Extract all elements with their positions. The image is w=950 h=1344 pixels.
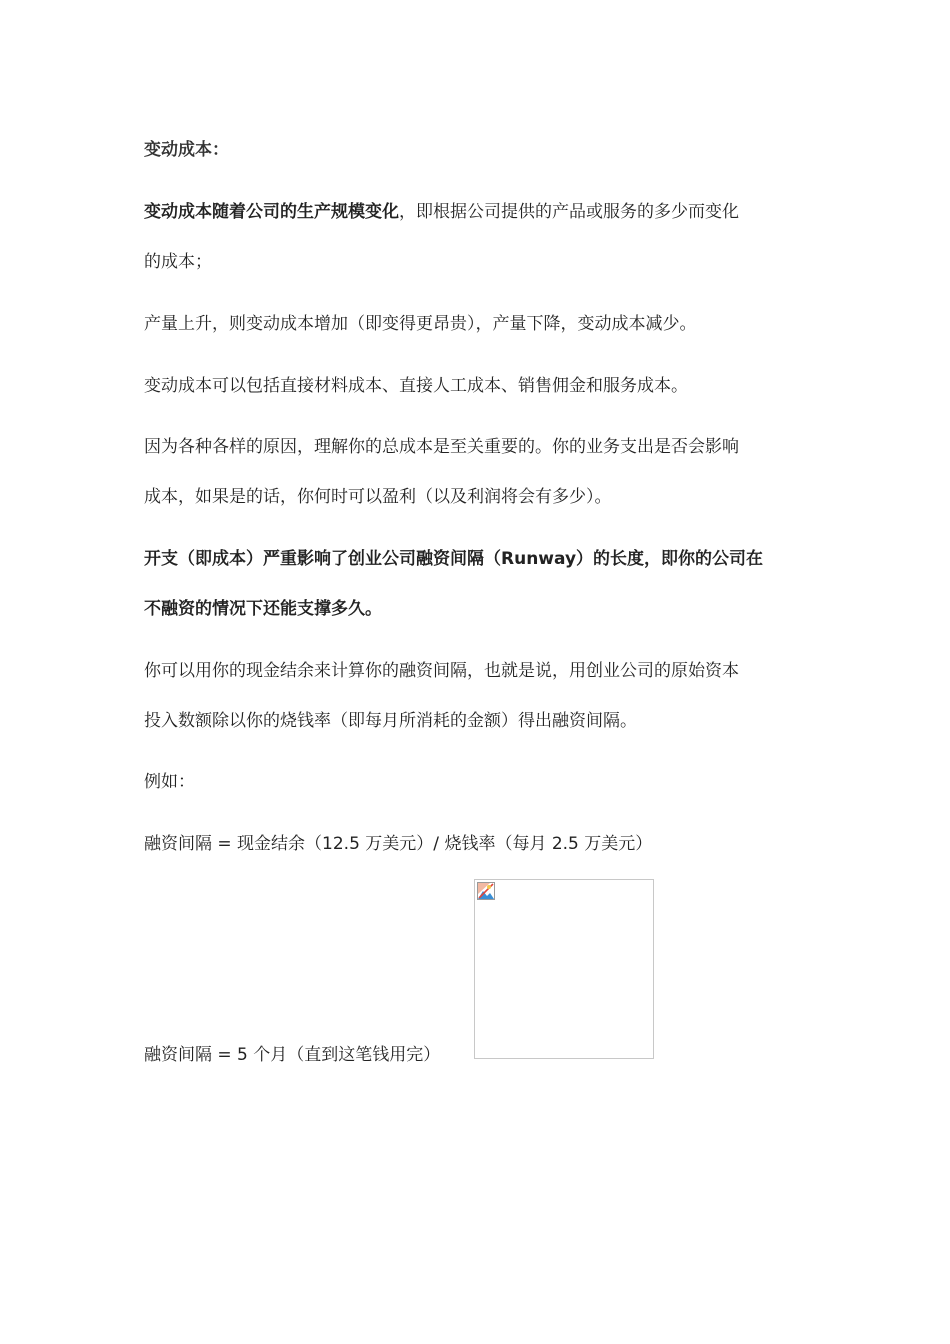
paragraph-5-line-2: 不融资的情况下还能支撑多久。	[144, 599, 382, 619]
broken-image-placeholder	[474, 879, 654, 1059]
paragraph-1-line-1	[144, 200, 814, 224]
paragraph-1-line-2: 的成本；	[144, 252, 212, 272]
paragraph-example-label: 例如：	[144, 772, 195, 792]
paragraph-1-bold-text: 变动成本随着公司的生产规模变化	[144, 202, 399, 222]
formula-line-2: 融资间隔 = 5 个月（直到这笔钱用完）	[144, 1045, 441, 1065]
paragraph-1-text: ，即根据公司提供的产品或服务的多少而变化	[399, 202, 739, 222]
paragraph-3: 变动成本可以包括直接材料成本、直接人工成本、销售佣金和服务成本。	[144, 376, 688, 396]
formula-line-1: 融资间隔 = 现金结余（12.5 万美元）/ 烧钱率（每月 2.5 万美元）	[144, 834, 653, 854]
paragraph-4-line-2: 成本，如果是的话，你何时可以盈利（以及利润将会有多少）。	[144, 487, 612, 507]
paragraph-5-line-1: 开支（即成本）严重影响了创业公司融资间隔（Runway）的长度，即你的公司在	[144, 549, 764, 569]
paragraph-6-line-1: 你可以用你的现金结余来计算你的融资间隔，也就是说，用创业公司的原始资本	[144, 661, 739, 681]
paragraph-4-line-1: 因为各种各样的原因，理解你的总成本是至关重要的。你的业务支出是否会影响	[144, 437, 739, 457]
section-heading: 变动成本：	[144, 140, 229, 160]
paragraph-6-line-2: 投入数额除以你的烧钱率（即每月所消耗的金额）得出融资间隔。	[144, 711, 637, 731]
broken-image-icon	[477, 882, 495, 900]
paragraph-2: 产量上升，则变动成本增加（即变得更昂贵），产量下降，变动成本减少。	[144, 314, 697, 334]
